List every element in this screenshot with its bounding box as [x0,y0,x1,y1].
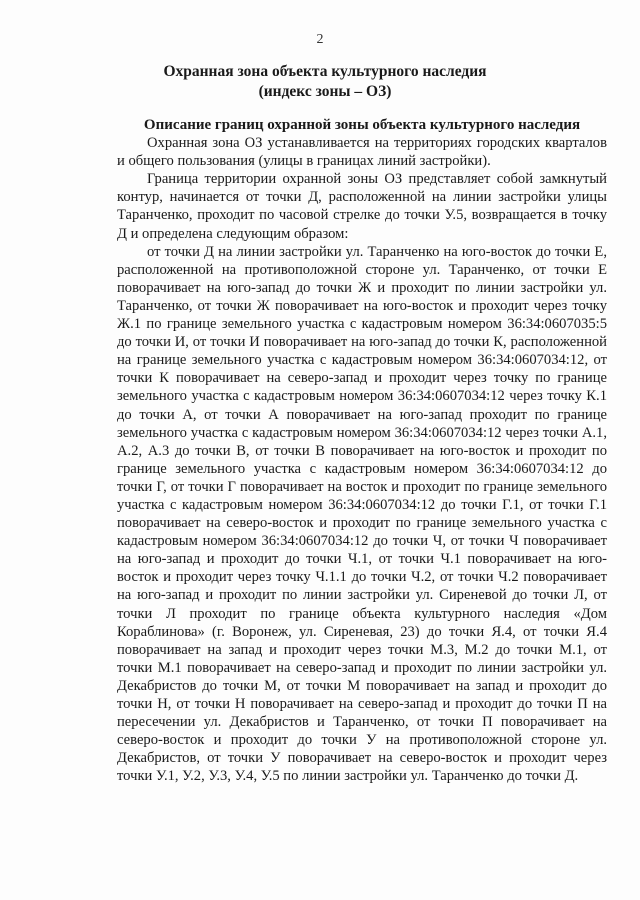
section-heading: Описание границ охранной зоны объекта культурного наследия [143,117,581,133]
paragraph-3: от точки Д на линии застройки ул. Таранченко на юго-восток до точки Е, расположенной на противоположной стороне ул. Таранченко, от точки Е поворачивает на юго-запад до точки Ж и проходит по линии застройки ул. Таранченко, от точки Ж поворачивает на юго-восток и проходит через точку Ж.1 по границе земельного участка с кадастровым номером 36:34:0607035:5 до точки И, от точки И поворачивает на юго-запад до точки К, расположенной на границе земельного участка с кадастровым номером 36:34:0607034:12, от точки К поворачивает на северо-запад и проходит через точку по границе земельного участка с кадастровым номером 36:34:0607034:12 через точку К.1 до точки А, от точки А поворачивает на юго-запад проходит по границе земельного участка с кадастровым номером 36:34:0607034:12 через точки А.1, А.2, А.3 до точки В, от точки В поворачивает на юго-восток и проходит по границе земельного участка с кадастровым номером 36:34:0607034:12 до точки Г, от точки Г поворачивает на восток и проходит по границе земельного участка с кадастровым номером 36:34:0607034:12 до точки Г.1, от точки Г.1 поворачивает на северо-восток и проходит по границе земельного участка с кадастровым номером 36:34:0607034:12 до точки Ч, от точки Ч поворачивает на юго-запад и проходит до точки Ч.1, от точки Ч.1 поворачивает на юго-восток и проходит через точку Ч.1.1 до точки Ч.2, от точки Ч.2 поворачивает на юго-запад и проходит по линии застройки ул. Сиреневой до точки Л, от точки Л проходит по границе объекта культурного наследия «Дом Кораблинова» (г. Воронеж, ул. Сиреневая, 23) до точки Я.4, от точки Я.4 поворачивает на запад и проходит через точки М.3, М.2 до точки М.1, от точки М.1 поворачивает на северо-запад и проходит по линии застройки ул. Декабристов до точки М, от точки М поворачивает на запад и проходит до точки Н, от точки Н поворачивает на северо-запад и проходит до точки П на пересечении ул. Декабристов и Таранченко, от точки П поворачивает на северо-восток и проходит до точки У на противоположной стороне ул. Декабристов, от точки У поворачивает на северо-восток и проходит через точки У.1, У.2, У.3, У.4, У.5 по линии застройки ул. Таранченко до точки Д. [117,243,607,785]
title-line-2: (индекс зоны – ОЗ) [258,83,392,100]
paragraph-1: Охранная зона ОЗ устанавливается на территориях городских кварталов и общего пользования (улицы в границах линий застройки). [117,135,607,170]
document-title [110,62,540,102]
document-body [117,116,607,785]
paragraph-2: Граница территории охранной зоны ОЗ представляет собой замкнутый контур, начинается от точки Д, расположенной на линии застройки улицы Таранченко, проходит по часовой стрелке до точки У.5, возвращается в точку Д и определена следующим образом: [117,171,607,242]
page-number: 2 [316,32,324,47]
title-line-1: Охранная зона объекта культурного наследия [163,63,487,80]
